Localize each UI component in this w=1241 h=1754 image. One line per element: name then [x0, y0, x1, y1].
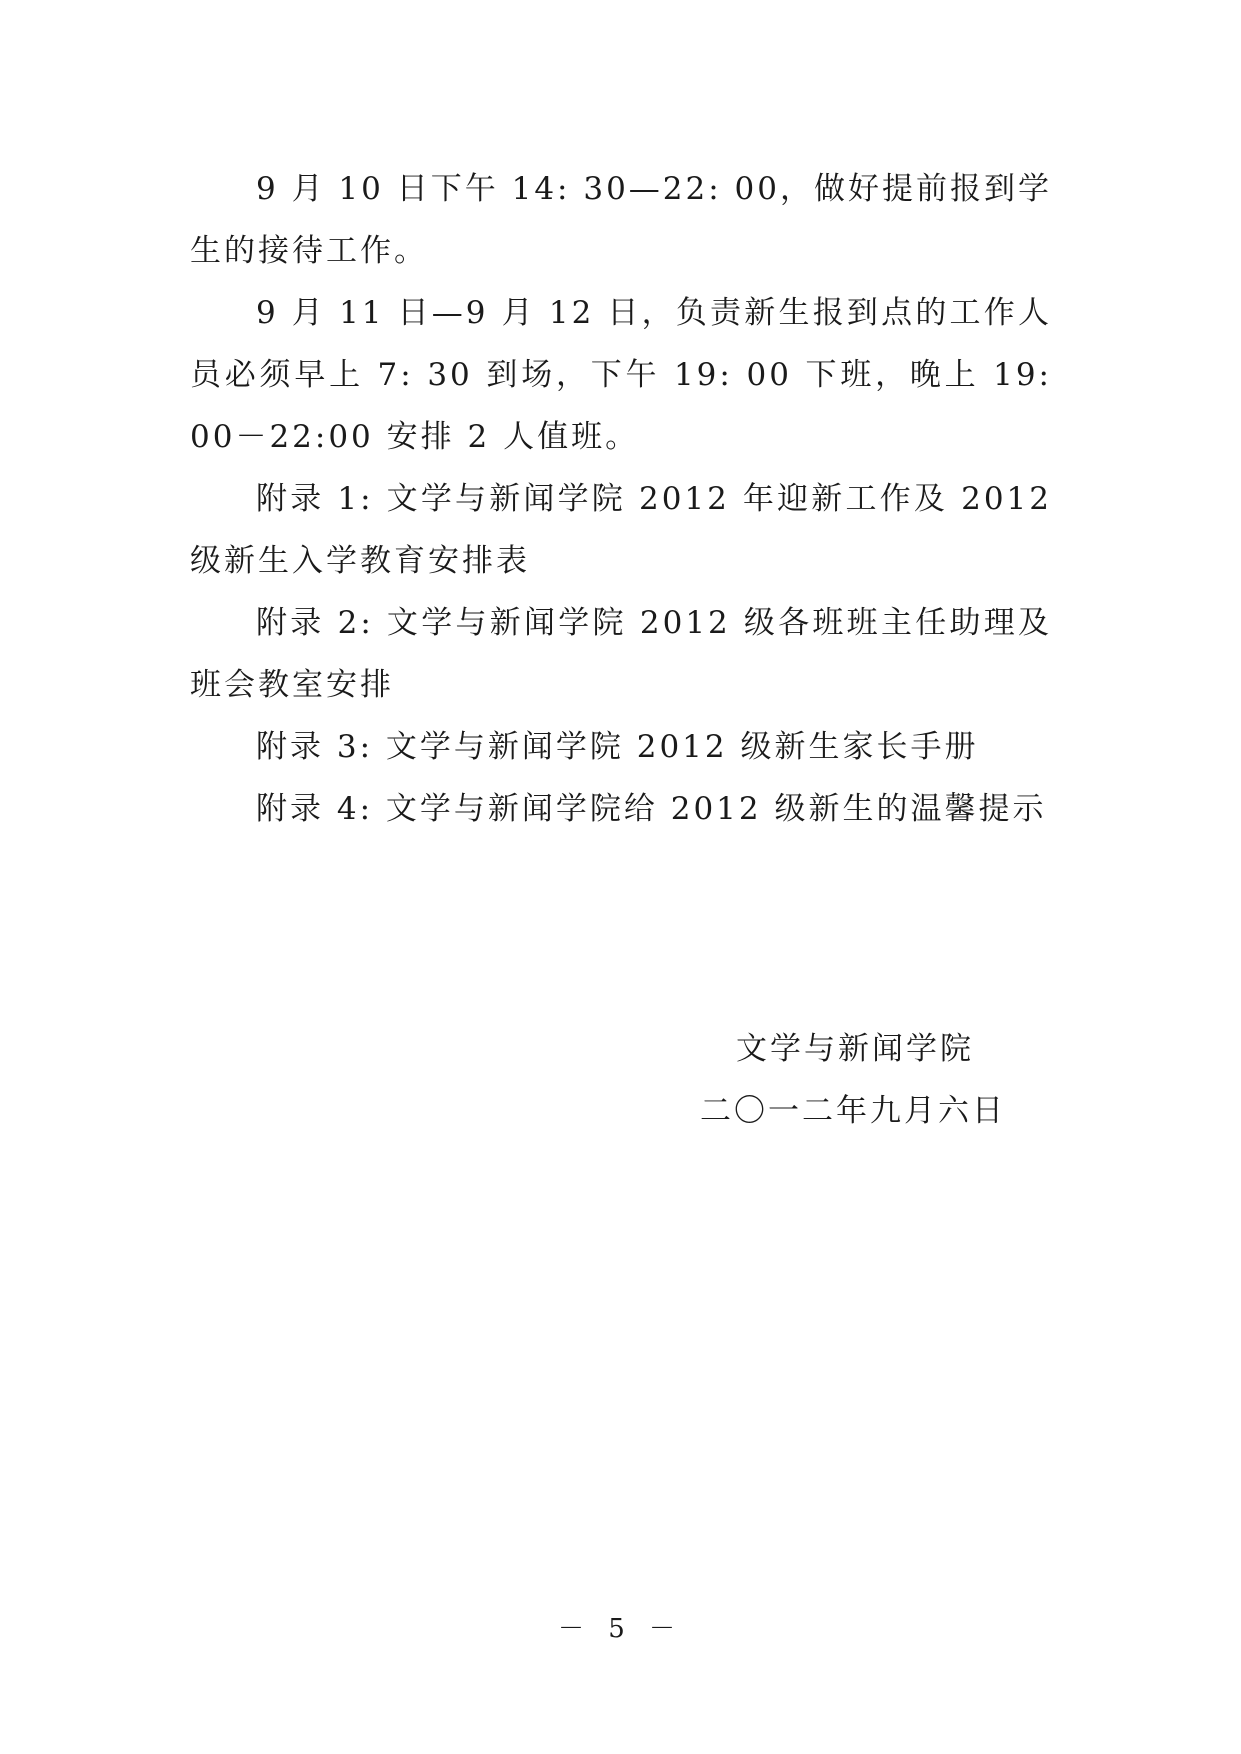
- signature-date: 二〇一二年九月六日: [700, 1093, 1006, 1129]
- paragraph-reception-schedule: 9 月 10 日下午 14: 30—22: 00，做好提前报到学生的接待工作。: [190, 171, 1052, 269]
- appendix-2: 附录 2: 文学与新闻学院 2012 级各班班主任助理及班会教室安排: [190, 605, 1052, 703]
- appendix-1: 附录 1: 文学与新闻学院 2012 年迎新工作及 2012 级新生入学教育安排表: [190, 481, 1052, 579]
- document-body: [190, 158, 1052, 840]
- paragraph-staff-duty-hours: 9 月 11 日—9 月 12 日，负责新生报到点的工作人员必须早上 7: 30 到场，下午 19: 00 下班，晚上 19:00－22:00 安排 2 人值班。: [190, 295, 1052, 455]
- appendix-4: 附录 4: 文学与新闻学院给 2012 级新生的温馨提示: [256, 791, 1047, 827]
- signature-organization: 文学与新闻学院: [736, 1031, 974, 1067]
- page-number: － 5 －: [557, 1614, 684, 1644]
- appendix-3: 附录 3: 文学与新闻学院 2012 级新生家长手册: [256, 729, 979, 765]
- signature-block: [700, 1018, 1020, 1142]
